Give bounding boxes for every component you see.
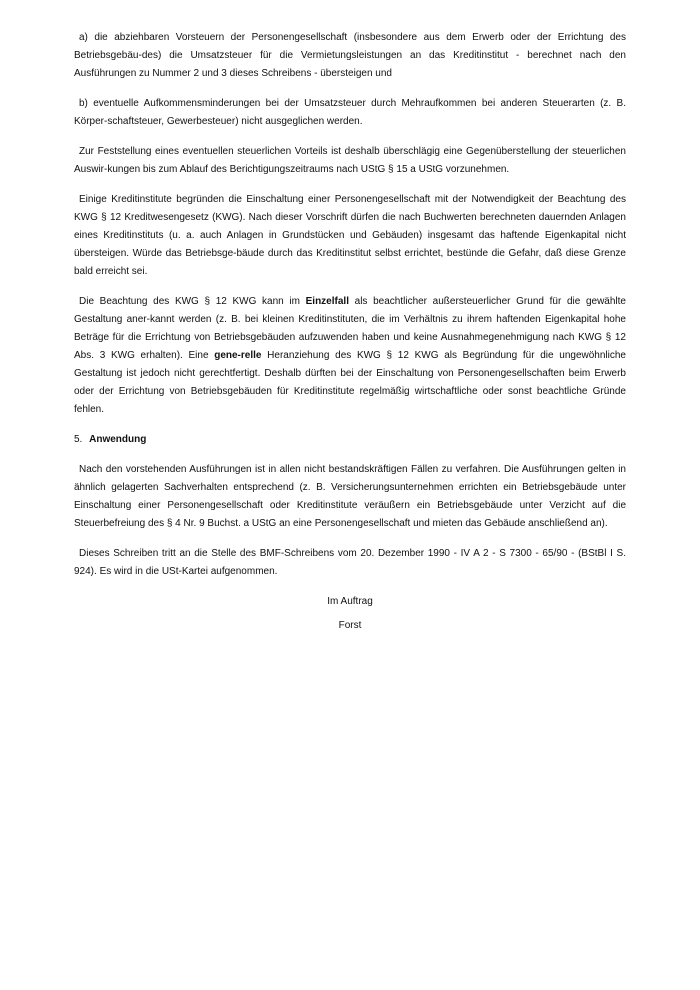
- paragraph-application: Nach den vorstehenden Ausführungen ist in allen nicht bestandskräftigen Fällen zu verfahren. Die Ausführungen gelten in ähnlich gelagerten Sachverhalten entsprechend (z. B. Versicherungsunternehmen errichten ein Betriebsgebäude unter Einschaltung einer Personengesellschaft oder Kreditinstitute veräußern ein Betriebsgebäude unter Verzicht auf die Steuerbefreiung des § 4 Nr. 9 Buchst. a UStG an eine Personengesellschaft und mieten das Gebäude anschließend an).: [74, 464, 626, 529]
- paragraph-kwg-text-2: als beachtlicher außersteuerlicher Grund für die gewählte Gestaltung aner-kannt werden (z. B. bei kleinen Kreditinstituten, die im Verhältnis zu ihrem haftenden Eigenkapital hohe Beträge für die Errichtung von Betriebsgebäuden aufzuwenden haben und keine Ausnahmegenehmigung nach KWG § 12 Abs. 3 KWG erhalten). Eine: [74, 296, 626, 361]
- section-number: 5.: [74, 434, 83, 445]
- paragraph-kwg-consideration: [74, 293, 626, 419]
- paragraph-kwg-text-3: Heranziehung des KWG § 12 KWG als Begründung für die ungewöhnliche Gestaltung ist jedoch nicht gerechtfertigt. Deshalb dürften bei der Einschaltung von Personengesellschaften beim Erwerb oder der Errichtung von Betriebsgebäuden für Kreditinstitute regelmäßig wirtschaftliche oder sonst beachtliche Gründe fehlen.: [74, 350, 626, 415]
- paragraph-kwg-text-1: Die Beachtung des KWG § 12 KWG kann im: [79, 296, 306, 307]
- section-heading: [74, 431, 626, 449]
- emphasis-generelle: gene-relle: [214, 350, 262, 361]
- paragraph-kwg-reason: Einige Kreditinstitute begründen die Einschaltung einer Personengesellschaft mit der Notwendigkeit der Beachtung des KWG § 12 Kreditwesengesetz (KWG). Nach dieser Vorschrift dürfen die nach Buchwerten berechneten dauernden Anlagen eines Kreditinstituts (u. a. auch Anlagen in Grundstücken und Gebäuden) insgesamt das haftende Eigenkapital nicht übersteigen. Würde das Betriebsge-bäude durch das Kreditinstitut selbst errichtet, bestünde die Gefahr, daß diese Grenze bald erreicht sei.: [74, 194, 626, 277]
- signature-name: Forst: [338, 620, 362, 631]
- paragraph-a: a) die abziehbaren Vorsteuern der Personengesellschaft (insbesondere aus dem Erwerb oder der Errichtung des Betriebsgebäu-des) die Umsatzsteuer für die Vermietungsleistungen an das Kreditinstitut - berechnet nach den Ausführungen zu Nummer 2 und 3 dieses Schreibens - übersteigen und: [74, 32, 626, 79]
- emphasis-einzelfall: Einzelfall: [305, 296, 349, 307]
- section-title: Anwendung: [89, 434, 147, 445]
- paragraph-tax-comparison: Zur Feststellung eines eventuellen steuerlichen Vorteils ist deshalb überschlägig eine Gegenüberstellung der steuerlichen Auswir-kungen bis zum Ablauf des Berichtigungszeitraums nach UStG § 15 a UStG vorzunehmen.: [74, 146, 626, 175]
- signature-im-auftrag: Im Auftrag: [327, 596, 373, 607]
- paragraph-b: b) eventuelle Aufkommensminderungen bei der Umsatzsteuer durch Mehraufkommen bei anderen Steuerarten (z. B. Körper-schaftsteuer, Gewerbesteuer) nicht ausgeglichen werden.: [74, 98, 626, 127]
- paragraph-replacement: Dieses Schreiben tritt an die Stelle des BMF-Schreibens vom 20. Dezember 1990 - IV A 2 - S 7300 - 65/90 - (BStBl I S. 924). Es wird in die USt-Kartei aufgenommen.: [74, 548, 626, 577]
